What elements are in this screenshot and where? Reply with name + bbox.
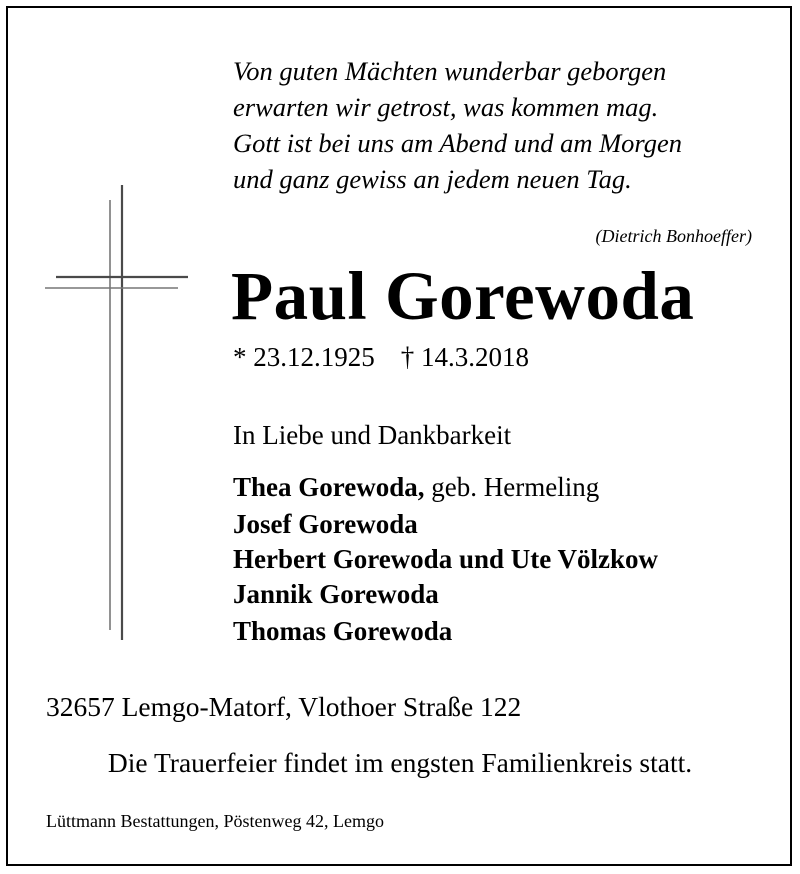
mourner-name: Josef Gorewoda bbox=[233, 509, 418, 539]
mourner-list bbox=[233, 470, 658, 651]
life-dates bbox=[233, 340, 529, 374]
mourner-item bbox=[233, 470, 658, 507]
poem bbox=[233, 53, 682, 197]
mourning-intro: In Liebe und Dankbarkeit bbox=[233, 420, 512, 450]
birth-date: * 23.12.1925 bbox=[233, 342, 375, 372]
funeral-home: Lüttmann Bestattungen, Pöstenweg 42, Lemgo bbox=[46, 811, 384, 831]
mourner-item bbox=[233, 544, 658, 577]
mourner-name: Herbert Gorewoda und Ute Völzkow bbox=[233, 544, 658, 574]
mourner-name: Thomas Gorewoda bbox=[233, 616, 453, 646]
poem-line: Gott ist bei uns am Abend und am Morgen bbox=[233, 128, 682, 158]
death-date: † 14.3.2018 bbox=[400, 342, 529, 372]
mourner-name: Thea Gorewoda, bbox=[233, 472, 425, 502]
mourner-item bbox=[233, 577, 658, 614]
mourner-suffix: geb. Hermeling bbox=[424, 472, 600, 502]
ceremony-note: Die Trauerfeier findet im engsten Familienkreis statt. bbox=[107, 747, 693, 778]
mourner-item bbox=[233, 507, 658, 544]
deceased-name: Paul Gorewoda bbox=[231, 258, 695, 334]
poem-line: und ganz gewiss an jedem neuen Tag. bbox=[233, 164, 632, 194]
mourner-item bbox=[233, 614, 658, 651]
poem-line: Von guten Mächten wunderbar geborgen bbox=[233, 56, 667, 86]
mourner-name: Jannik Gorewoda bbox=[233, 579, 439, 609]
poem-author: (Dietrich Bonhoeffer) bbox=[595, 226, 752, 246]
cross-icon bbox=[40, 180, 200, 650]
poem-line: erwarten wir getrost, was kommen mag. bbox=[233, 92, 659, 122]
address: 32657 Lemgo-Matorf, Vlothoer Straße 122 bbox=[46, 691, 522, 722]
